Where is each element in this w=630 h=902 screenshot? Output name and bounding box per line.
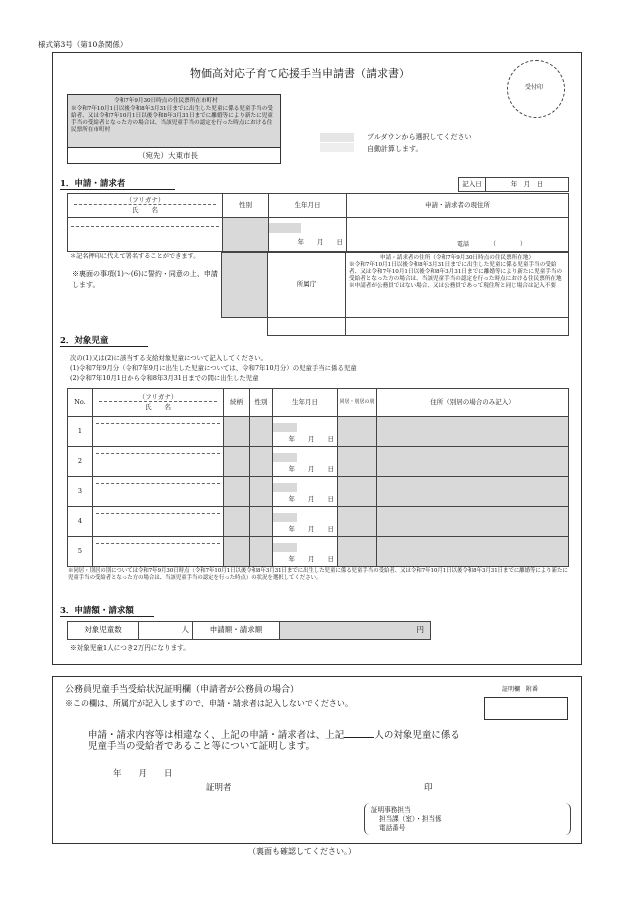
office-line2: 担当課（室）・担当係 bbox=[379, 815, 442, 823]
child-address-field[interactable] bbox=[377, 507, 569, 537]
birthdate-header: 生年月日 bbox=[269, 194, 347, 218]
child-no: 3 bbox=[68, 477, 93, 507]
cert-note: ※この欄は、所属庁が記入しますので、申請・請求者は記入しないでください。 bbox=[65, 699, 353, 708]
legend-dropdown-label: プルダウンから選択してください bbox=[367, 133, 472, 141]
amount-note: ※対象児童1人につき2万円になります。 bbox=[70, 644, 190, 652]
child-birthdate-field[interactable] bbox=[273, 477, 338, 507]
address-box bbox=[67, 94, 281, 164]
sec2-intro: 次の(1)又は(2)に該当する支給対象児童について記入してください。 bbox=[70, 354, 267, 362]
cert-body-line1 bbox=[88, 728, 460, 741]
applicant-phone: 電話 （ ） bbox=[457, 241, 527, 249]
child-birthdate-field[interactable] bbox=[273, 507, 338, 537]
child-gender-select[interactable] bbox=[250, 537, 273, 567]
child-address-field[interactable] bbox=[377, 447, 569, 477]
legend-auto-swatch bbox=[320, 143, 354, 152]
child-cohabit-select[interactable] bbox=[338, 477, 377, 507]
cert-body-1a: 申請・請求内容等は相違なく、上記の申請・請求者は、上記 bbox=[88, 730, 345, 741]
child-birth-ymd: 年 月 日 bbox=[288, 434, 334, 443]
sign-note: ＊記名押印に代えて署名することができます。 bbox=[70, 253, 200, 260]
child-row bbox=[68, 447, 569, 477]
section2-title: 2．対象児童 bbox=[60, 337, 148, 347]
child-relation-select[interactable] bbox=[224, 477, 250, 507]
office-field[interactable] bbox=[268, 318, 346, 336]
children-gender-header: 性別 bbox=[250, 389, 273, 417]
cert-number-label: 証明欄 附番 bbox=[502, 686, 539, 693]
stamp-label: 受付印 bbox=[525, 84, 544, 91]
cert-title: 公務員児童手当受給状況証明欄（申請者が公務員の場合） bbox=[65, 685, 300, 695]
children-name-header bbox=[93, 389, 224, 417]
gender-header: 性別 bbox=[223, 194, 269, 218]
cert-child-count-blank[interactable] bbox=[344, 728, 374, 738]
form-number: 様式第3号（第10条関係） bbox=[38, 40, 128, 49]
child-name-field[interactable] bbox=[93, 507, 224, 537]
child-count-unit: 人 bbox=[181, 625, 189, 635]
consent-text: ※裏面の事項(1)～(6)に誓約・同意の上、申請します。 bbox=[72, 270, 218, 289]
child-count-field[interactable] bbox=[139, 622, 193, 640]
cohabit-note: ※同居・別居の別については令和7年9月30日時点（令和7年10月1日以後令和8年3月31日までに出生した児童に係る児童手当の受給者、又は令和7年10月1日以後令和8年3月31日までに離婚等により新たに児童手当の受給者となった方の場合は、当該児童手当の認定を行った時点）の状況を選択してください。 bbox=[68, 568, 568, 581]
address-box-divider bbox=[68, 147, 280, 148]
child-name-field[interactable] bbox=[93, 447, 224, 477]
amount-unit: 円 bbox=[416, 625, 424, 635]
child-cohabit-select[interactable] bbox=[338, 507, 377, 537]
furigana-header: （フリガナ） bbox=[74, 197, 216, 205]
child-row bbox=[68, 507, 569, 537]
name-header: 氏 名 bbox=[132, 206, 158, 214]
entry-date-label: 記入日 bbox=[459, 178, 486, 192]
child-relation-select[interactable] bbox=[224, 447, 250, 477]
child-row bbox=[68, 417, 569, 447]
child-birth-ymd: 年 月 日 bbox=[288, 524, 334, 533]
office-line3: 電話番号 bbox=[379, 824, 406, 832]
children-birthdate-header: 生年月日 bbox=[273, 389, 338, 417]
child-name-field[interactable] bbox=[93, 417, 224, 447]
children-table bbox=[67, 388, 569, 417]
child-address-field[interactable] bbox=[377, 477, 569, 507]
child-birth-ymd: 年 月 日 bbox=[288, 494, 334, 503]
children-rows bbox=[67, 416, 569, 567]
cert-date[interactable]: 年 月 日 bbox=[113, 769, 173, 779]
child-relation-select[interactable] bbox=[224, 507, 250, 537]
applicant-birth-ymd: 年 月 日 bbox=[297, 237, 343, 246]
entry-date-table bbox=[458, 177, 569, 192]
child-address-field[interactable] bbox=[377, 537, 569, 567]
children-furigana-header: （フリガナ） bbox=[99, 394, 217, 402]
office-label: 所属庁 bbox=[268, 253, 346, 318]
applicant-table bbox=[67, 193, 569, 252]
child-no: 5 bbox=[68, 537, 93, 567]
child-no: 2 bbox=[68, 447, 93, 477]
cert-body-line2: 児童手当の受給者であること等について証明します。 bbox=[88, 741, 316, 752]
office-line1: 証明事務担当 bbox=[371, 806, 411, 814]
applicant-address-field[interactable] bbox=[347, 218, 569, 252]
residence-info bbox=[346, 253, 569, 318]
section3-title: 3．申請額・請求額 bbox=[60, 607, 154, 617]
address-header: 申請・請求者の現住所 bbox=[347, 194, 569, 218]
child-gender-select[interactable] bbox=[250, 417, 273, 447]
cert-body-1b: 人の対象児童に係る bbox=[374, 730, 460, 741]
footer-note: （裏面も確認してください。） bbox=[248, 847, 356, 856]
certifier-label: 証明者 bbox=[206, 783, 232, 793]
amount-label: 申請額・請求額 bbox=[193, 622, 280, 640]
relation-header: 続柄 bbox=[224, 389, 250, 417]
applicant-birthdate-field[interactable] bbox=[269, 218, 347, 252]
residence-note2: ※申請者が公務員ではない場合、又は公務員であって現住所と同じ場合は記入不要 bbox=[349, 282, 556, 289]
child-relation-select[interactable] bbox=[224, 417, 250, 447]
applicant-name-header bbox=[68, 194, 223, 218]
applicant-gender-select[interactable] bbox=[223, 218, 269, 252]
office-left-shade bbox=[222, 253, 268, 318]
child-birth-ymd: 年 月 日 bbox=[288, 464, 334, 473]
residence-note: ※令和7年10月1日以後令和8年3月31日までに出生した児童に係る児童手当の受給者、又は令和7年10月1日以後令和8年3月31日までに離婚等により新たに児童手当の受給者となった方の場合は、当該児童手当の認定を行った時点における住民票所在地 bbox=[349, 261, 563, 282]
child-cohabit-select[interactable] bbox=[338, 447, 377, 477]
residence-head: 申請・請求者の住所（令和7年9月30日時点の住民票所在地） bbox=[379, 255, 535, 261]
form-title: 物価高対応子育て応援手当申請書（請求書） bbox=[190, 67, 410, 80]
child-cohabit-select[interactable] bbox=[338, 537, 377, 567]
child-gender-select[interactable] bbox=[250, 447, 273, 477]
office-table bbox=[221, 252, 569, 336]
address-box-note: ※令和7年10月1日以後令和8年3月31日までに出生した児童に係る児童手当の受給者、又は令和7年10月1日以後令和8年3月31日までに離婚等により新たに児童手当の受給者となった方の場合は、当該児童手当の認定を行った時点における住民票所在市町村 bbox=[71, 106, 273, 133]
child-count-label: 対象児童数 bbox=[68, 622, 139, 640]
amount-table bbox=[67, 621, 431, 640]
child-birthdate-field[interactable] bbox=[273, 447, 338, 477]
child-cohabit-select[interactable] bbox=[338, 417, 377, 447]
child-no: 4 bbox=[68, 507, 93, 537]
children-no-header: No. bbox=[68, 389, 93, 417]
seal-mark: 印 bbox=[424, 783, 433, 793]
office-bracket bbox=[364, 803, 571, 835]
children-address-header: 住所（別居の場合のみ記入） bbox=[377, 389, 569, 417]
addressee: （宛先）大東市長 bbox=[138, 151, 198, 160]
section1-title: 1．申請・請求者 bbox=[60, 180, 175, 190]
child-name-field[interactable] bbox=[93, 477, 224, 507]
reception-stamp-area bbox=[507, 60, 565, 118]
child-address-field[interactable] bbox=[377, 417, 569, 447]
child-row bbox=[68, 537, 569, 567]
sec2-item1: (1)令和7年9月分（令和7年9月に出生した児童については、令和7年10月分）の児童手当に係る児童 bbox=[70, 364, 357, 372]
child-gender-select[interactable] bbox=[250, 507, 273, 537]
child-birthdate-field[interactable] bbox=[273, 537, 338, 567]
residence-field[interactable] bbox=[346, 318, 569, 336]
entry-date-field[interactable]: 年 月 日 bbox=[486, 178, 569, 192]
amount-field bbox=[280, 622, 431, 640]
child-name-field[interactable] bbox=[93, 537, 224, 567]
child-birth-ymd: 年 月 日 bbox=[288, 554, 334, 563]
cohabit-header: 同居・別居の別 bbox=[338, 389, 377, 417]
child-relation-select[interactable] bbox=[224, 537, 250, 567]
applicant-name-field[interactable] bbox=[68, 218, 223, 252]
child-no: 1 bbox=[68, 417, 93, 447]
address-box-header: 令和7年9月30日時点の住民票所在市町村 bbox=[114, 98, 218, 104]
legend-auto-label: 自動計算します。 bbox=[367, 145, 423, 153]
sec2-item2: (2)令和7年10月1日から令和8年3月31日までの間に出生した児童 bbox=[70, 374, 259, 382]
legend-dropdown-swatch bbox=[320, 133, 354, 142]
children-name-label: 氏 名 bbox=[145, 403, 171, 411]
cert-number-field[interactable] bbox=[484, 697, 568, 720]
child-gender-select[interactable] bbox=[250, 477, 273, 507]
child-row bbox=[68, 477, 569, 507]
child-birthdate-field[interactable] bbox=[273, 417, 338, 447]
